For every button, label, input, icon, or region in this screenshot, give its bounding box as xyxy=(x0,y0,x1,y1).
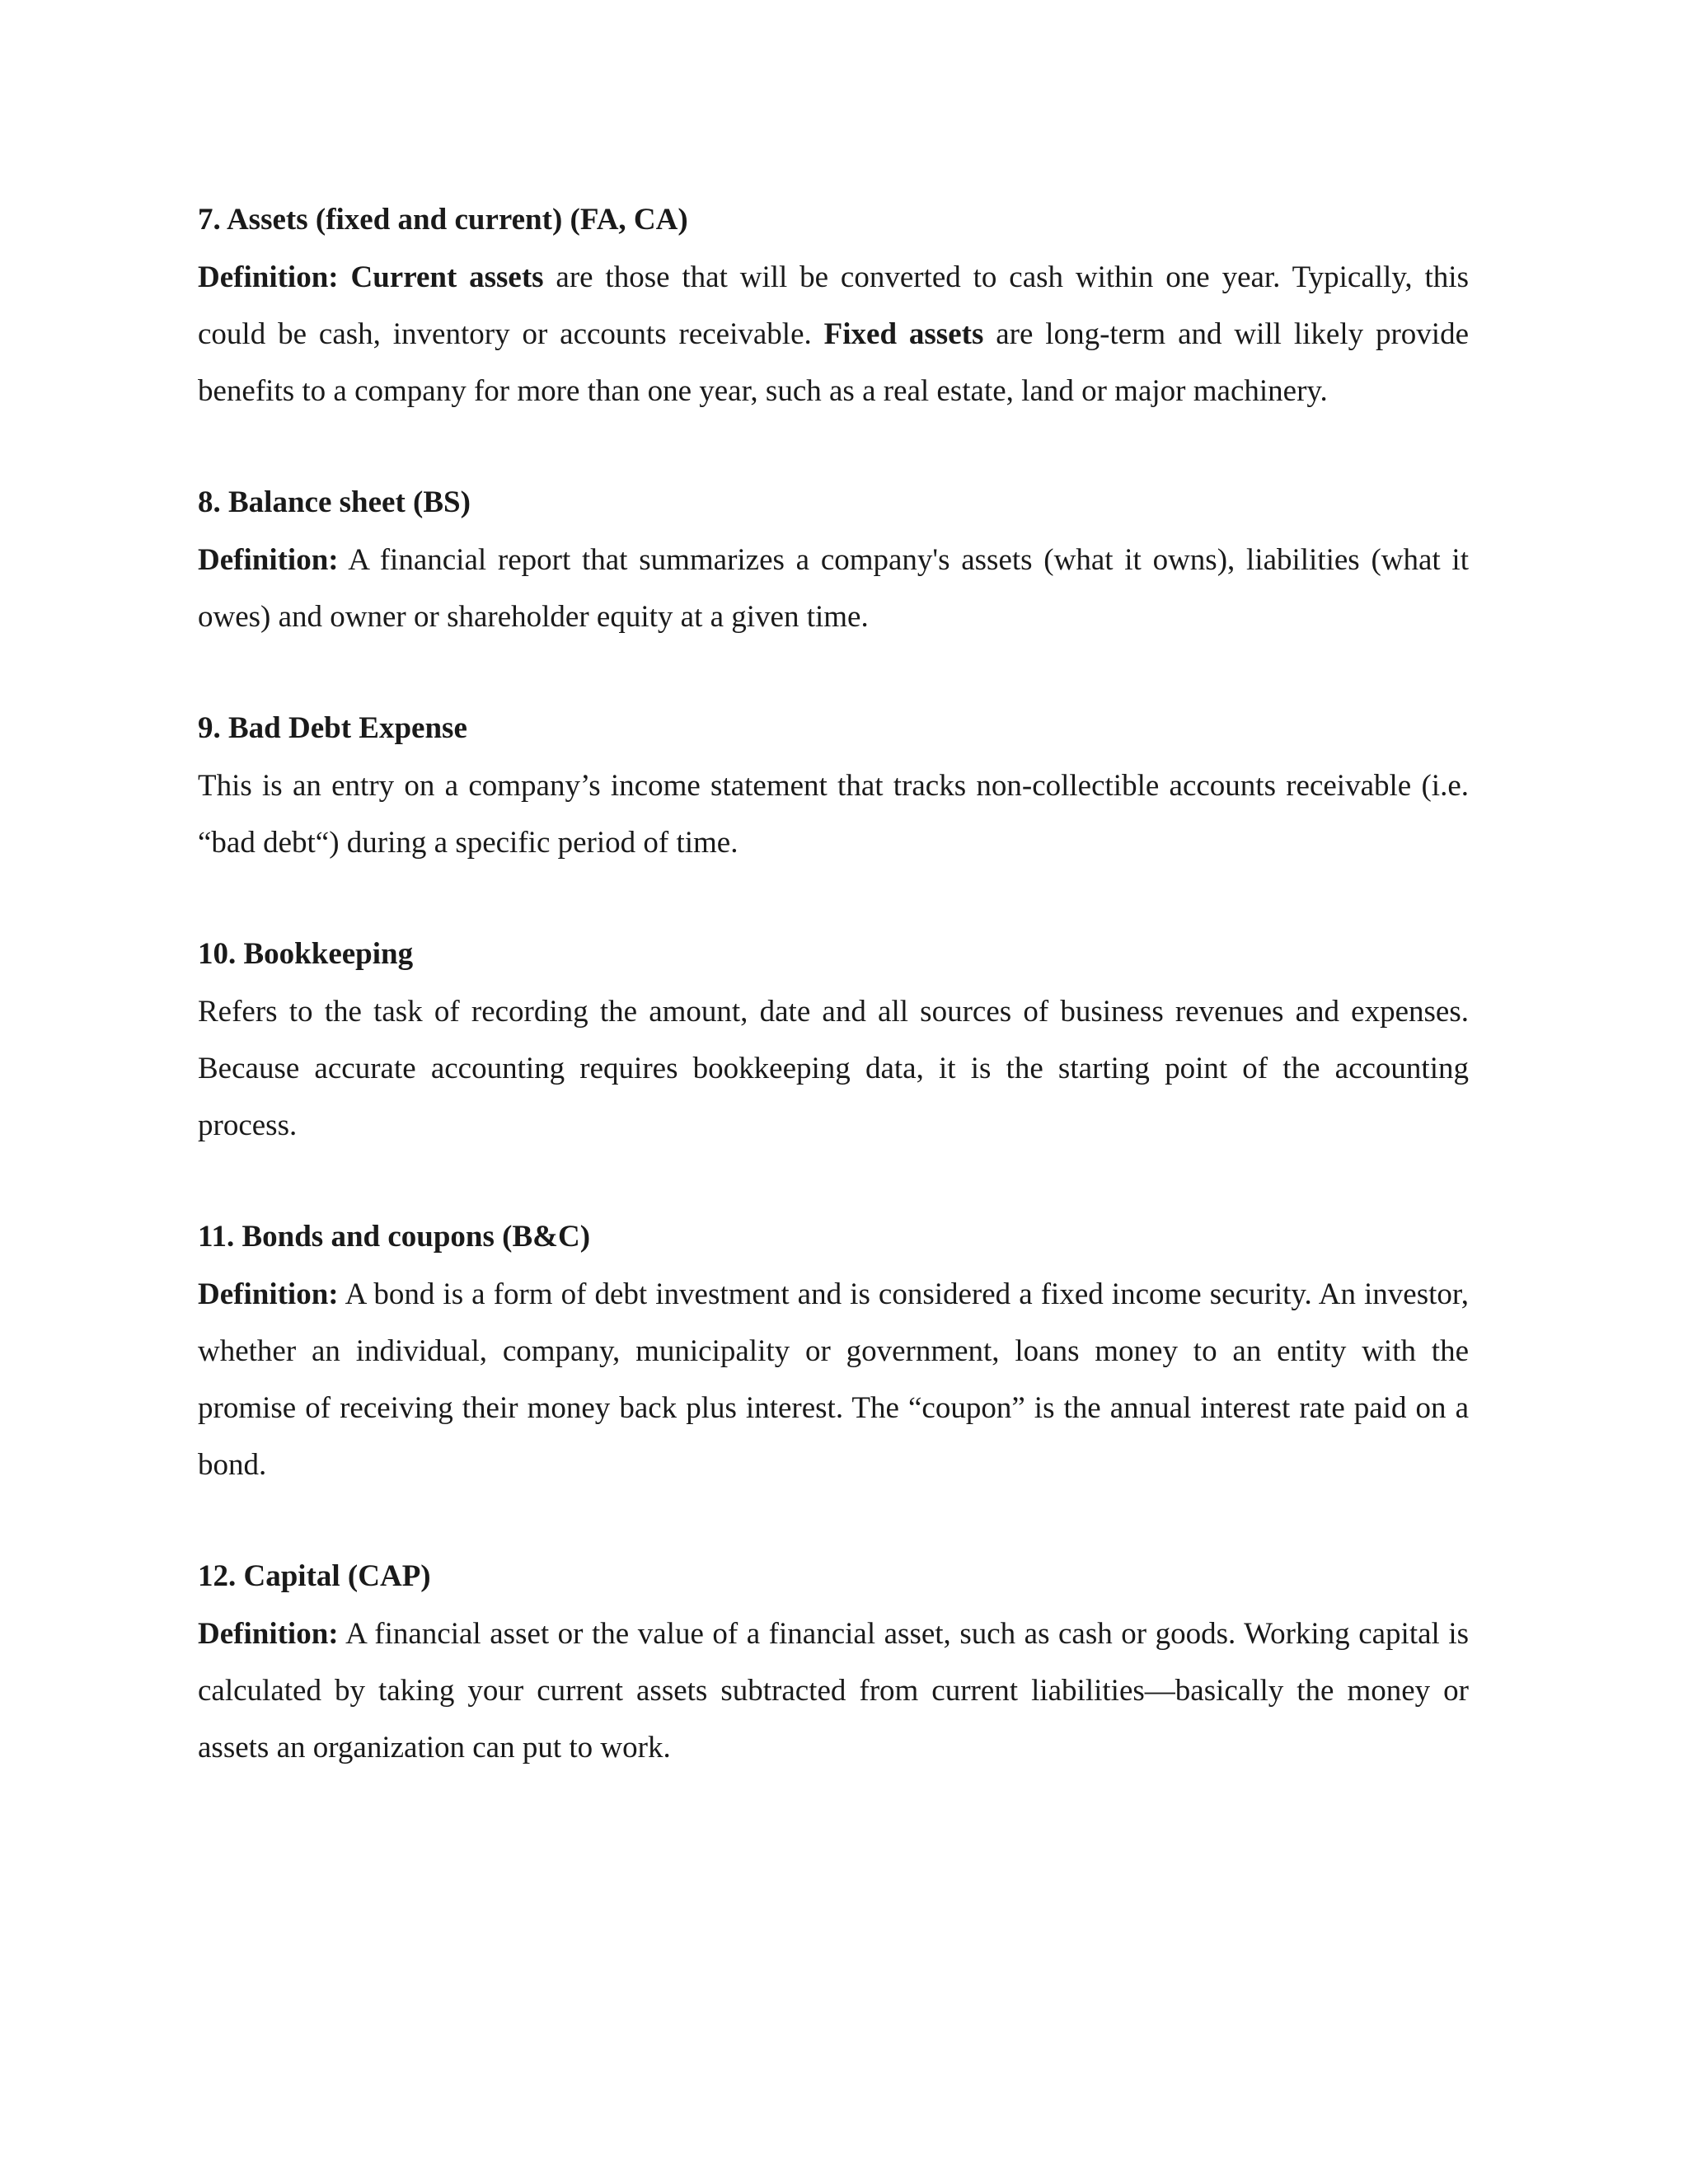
definition-text: Refers to the task of recording the amount, date and all sources of business revenues and expenses. Because accurate accounting requires bookkeeping data, it is the starting point of the accounting process. xyxy=(198,995,1469,1142)
definition-text: are long-term and will likely provide benefits to a company for more than one year, such as a real estate, land or major machinery. xyxy=(198,317,1470,408)
entry-definition xyxy=(198,532,1469,645)
glossary-entry-bookkeeping xyxy=(198,926,1469,1154)
entry-heading: 7. Assets (fixed and current) (FA, CA) xyxy=(198,203,688,237)
entry-definition xyxy=(198,757,1469,871)
glossary-entry-bonds-and-coupons xyxy=(198,1208,1469,1493)
glossary-entry-bad-debt-expense xyxy=(198,700,1469,871)
definition-label: Definition: xyxy=(198,260,351,294)
entry-heading: 11. Bonds and coupons (B&C) xyxy=(198,1220,591,1254)
glossary-entry-capital xyxy=(198,1548,1469,1776)
term-current-assets: Current assets xyxy=(350,260,544,294)
entry-definition xyxy=(198,1605,1469,1776)
entry-heading: 10. Bookkeeping xyxy=(198,937,414,971)
definition-text: This is an entry on a company’s income statement that tracks non-collectible accounts receivable (i.e. “bad debt“) during a specific period of time. xyxy=(198,769,1469,860)
definition-label: Definition: xyxy=(198,1617,339,1651)
glossary-entry-balance-sheet xyxy=(198,474,1469,645)
entry-heading: 8. Balance sheet (BS) xyxy=(198,485,471,519)
entry-definition xyxy=(198,983,1469,1154)
definition-text: are those that will be converted to cash within one year. Typically, this could be cash, inventory or accounts receivable. xyxy=(198,260,1469,351)
definition-label: Definition: xyxy=(198,543,339,577)
glossary-entry-assets xyxy=(198,191,1469,419)
definition-label: Definition: xyxy=(198,1277,339,1311)
definition-text: A financial report that summarizes a company's assets (what it owns), liabilities (what it owes) and owner or shareholder equity at a given time. xyxy=(198,543,1469,634)
document-page xyxy=(198,191,1469,1830)
entry-heading: 12. Capital (CAP) xyxy=(198,1559,431,1593)
entry-definition xyxy=(198,249,1469,419)
entry-heading: 9. Bad Debt Expense xyxy=(198,711,467,745)
definition-text: A financial asset or the value of a financial asset, such as cash or goods. Working capital is calculated by taking your current assets subtracted from current liabilities—basically the money or assets an organization can put to work. xyxy=(198,1617,1469,1765)
entry-definition xyxy=(198,1266,1469,1493)
definition-text: A bond is a form of debt investment and is considered a fixed income security. An investor, whether an individual, company, municipality or government, loans money to an entity with the promise of receiving their money back plus interest. The “coupon” is the annual interest rate paid on a bond. xyxy=(198,1277,1469,1482)
term-fixed-assets: Fixed assets xyxy=(823,317,984,351)
